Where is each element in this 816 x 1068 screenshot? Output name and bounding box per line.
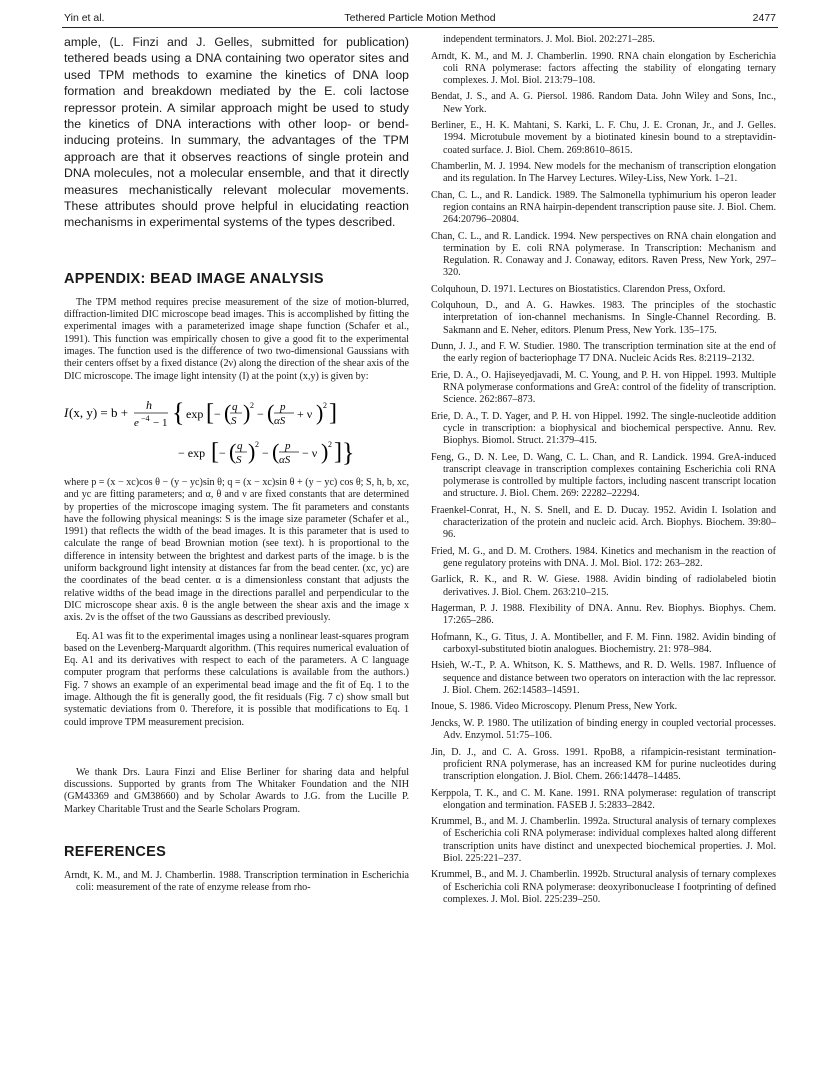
svg-text:): ): [243, 399, 251, 425]
reference-item: Krummel, B., and M. J. Chamberlin. 1992a. Structural analysis of ternary complexes of Escherichia coli RNA polymerase: individual complexes halted along different transcription units have distinct and unexpected biochemical properties. J. Mol. Biol. 225:221–237.: [431, 816, 776, 864]
running-header: [64, 12, 776, 26]
svg-text:): ): [248, 438, 256, 464]
intro-paragraph: ample, (L. Finzi and J. Gelles, submitted for publication) tethered beads using a DNA containing two operator sites and used TPM methods to examine the kinetics of DNA loop formation and breakdown mediated by the E. coli lactose repressor protein. A similar approach might be used to study the kinetics of DNA interactions with other loop- or bend-inducing proteins. In summary, the advantages of the TPM approach are that it observes reactions of single protein and DNA molecules, not a molecular ensemble, and that it directly measures mechanistically relevant molecular movements. These attributes should prove helpful in elucidating reaction mechanisms in experimental systems of the types described.: [64, 35, 409, 230]
svg-text:αS: αS: [279, 453, 291, 466]
svg-text:2: 2: [328, 439, 332, 449]
reference-item: Krummel, B., and M. J. Chamberlin. 1992b. Structural analysis of ternary complexes of Escherichia coli RNA polymerase: deoxyribonuclease I footprinting of defined complexes. J. Mol. Biol. 225:239–250.: [431, 869, 776, 905]
reference-item: Bendat, J. S., and A. G. Piersol. 1986. Random Data. John Wiley and Sons, Inc., New York.: [431, 91, 776, 115]
svg-text:e: e: [134, 416, 139, 429]
appendix-paragraph-1: The TPM method requires precise measurement of the size of motion-blurred, diffraction-limited DIC microscope bead images. This is accomplished by fitting the experimental images with a parameterized image shape function (Schafer et al., 1991). This function was empirically chosen to give a good fit to the experimental images. The function used is the difference of two two-dimensional Gaussians with their centers offset by a fixed distance (2ν) along the direction of the shear axis of the DIC microscope. The image light intensity (I) at the point (x,y) is given by:: [64, 296, 409, 382]
svg-text:−: −: [257, 406, 264, 421]
svg-text:S: S: [236, 453, 242, 466]
svg-text:−4: −4: [141, 413, 150, 423]
header-authors: Yin et al.: [64, 12, 105, 24]
reference-item: Jin, D. J., and C. A. Gross. 1991. RpoB8, a rifampicin-resistant termination-proficient RNA polymerase, has an increased KM for purine nucleotides during transcription elongation. J. Biol. Chem. 266:14478–14485.: [431, 746, 776, 782]
svg-text:}: }: [342, 437, 355, 467]
svg-text:−: −: [219, 445, 226, 460]
right-column: [431, 34, 776, 910]
references-heading: REFERENCES: [64, 844, 167, 861]
reference-item: Inoue, S. 1986. Video Microscopy. Plenum Press, New York.: [431, 701, 678, 713]
svg-text:q: q: [232, 400, 238, 413]
svg-text:h: h: [146, 397, 152, 412]
svg-text:]: ]: [329, 399, 337, 426]
reference-item: Garlick, R. K., and R. W. Giese. 1988. Avidin binding of radiolabeled biotin derivatives. J. Biol. Chem. 263:210–215.: [431, 574, 776, 598]
svg-text:[: [: [206, 399, 214, 426]
svg-text:]: ]: [334, 438, 342, 465]
svg-text:): ): [316, 399, 324, 425]
svg-text:2: 2: [250, 400, 254, 410]
svg-text:−: −: [214, 406, 221, 421]
equation-a1-graphic: [64, 391, 409, 469]
reference-item: Chan, C. L., and R. Landick. 1994. New perspectives on RNA chain elongation and termination by E. coli RNA polymerase. In Transcription: Mechanism and Regulation. R. Conaway and J. Conaway, editors. Raven Press, New York, 297–320.: [431, 230, 776, 279]
svg-text:S: S: [231, 414, 237, 427]
reference-item: Fried, M. G., and D. M. Crothers. 1984. Kinetics and mechanism in the reaction of gene regulatory proteins with DNA. J. Mol. Biol. 172: 263–282.: [431, 545, 776, 569]
svg-text:{: {: [172, 397, 185, 427]
svg-text:q: q: [237, 439, 243, 452]
svg-text:− ν: − ν: [302, 445, 318, 460]
svg-text:αS: αS: [274, 414, 286, 427]
appendix-paragraph-3: Eq. A1 was fit to the experimental images using a nonlinear least-squares program based on the Levenberg-Marquardt algorithm. (This requires numerical evaluation of Eq. A1 and its derivatives with respect to each of the parameters. A C language computer program that performs these calculations is available from the authors.) Fig. 7 shows an example of an experimental bead image and the fit of Eq. 1 to the image. Although the fit is generally good, the fit residuals (Fig. 7 c) show small but systematic deviations from 0. Therefore, it is possible that modifications to Eq. 1 could improve TPM measurement precision.: [64, 630, 409, 728]
reference-item: Erie, D. A., O. Hajiseyedjavadi, M. C. Young, and P. H. von Hippel. 1993. Multiple RNA polymerase conformations and GreA: control of the fidelity of transcription. Science. 262:867–873.: [431, 369, 776, 406]
reference-item: Hagerman, P. J. 1988. Flexibility of DNA. Annu. Rev. Biophys. Biophys. Chem. 17:265–286.: [431, 603, 776, 627]
reference-item: Chan, C. L., and R. Landick. 1989. The Salmonella typhimurium his operon leader region contains an RNA hairpin-dependent transcription pause site. J. Biol. Chem. 264:20796–20804.: [431, 189, 776, 226]
svg-text:exp: exp: [186, 406, 204, 421]
svg-text:(: (: [229, 438, 237, 464]
acknowledgments: We thank Drs. Laura Finzi and Elise Berliner for sharing data and helpful discussions. Supported by grants from The Whitaker Foundation and the NIH (GM43369 and GM38660) and by Scholar Awards to J.G. from the Lucille P. Markey Charitable Trust and the Searle Scholars Program.: [64, 766, 409, 815]
svg-text:− exp: − exp: [178, 445, 206, 460]
svg-text:(: (: [272, 438, 280, 464]
reference-item: Colquhoun, D., and A. G. Hawkes. 1983. The principles of the stochastic interpretation of ion-channel mechanisms. In Single-Channel Recording. B. Sakmann and E. Neher, editors. Plenum Press, New York. 135–175.: [431, 300, 776, 336]
reference-item: Arndt, K. M., and M. J. Chamberlin. 1988. Transcription termination in Escherichia coli: measurement of the rate of enzyme release from rho-: [64, 870, 409, 894]
reference-item: Jencks, W. P. 1980. The utilization of binding energy in coupled vectorial processes. Adv. Enzymol. 51:75–106.: [431, 717, 776, 742]
reference-item: Colquhoun, D. 1971. Lectures on Biostatistics. Clarendon Press, Oxford.: [431, 283, 726, 295]
svg-text:(x, y) = b +: (x, y) = b +: [69, 404, 129, 420]
appendix-heading: APPENDIX: BEAD IMAGE ANALYSIS: [64, 270, 324, 287]
header-rule: [62, 27, 778, 28]
svg-text:p: p: [285, 439, 291, 452]
equation-a1: [64, 391, 409, 469]
svg-text:−: −: [262, 445, 269, 460]
appendix-paragraph-2: where p = (x − xc)cos θ − (y − yc)sin θ; q = (x − xc)sin θ + (y − yc) cos θ; S, h, b, xc, and yc are fitting parameters; and α, θ and ν are fixed constants that are determined by properties of the microscope imaging system. The fit parameters and constants have the following physical meanings: S is the image size parameter (Schafer et al., 1991) that reflects the width of the bead images. It is this parameter that is used to calculate the range of bead Brownian motion (see text). h is proportional to the difference in intensity between the brightest and darkest parts of the image. b is the uniform background light intensity at distances far from the bead center. (xc, yc) are the coordinates of the bead center. α is a dimensionless constant that adjusts the relative widths of the bead image in the directions parallel and perpendicular to the DIC microscope shear axis. θ is the angle between the shear axis and the image x axis. 2ν is the offset of the two Gaussians as described previously.: [64, 476, 409, 624]
reference-item: Erie, D. A., T. D. Yager, and P. H. von Hippel. 1992. The single-nucleotide addition cycle in transcription: a biophysical and biochemical perspective. Annu. Rev. Biophys. Biomol. Struct. 21:379–415.: [431, 410, 776, 447]
page-number: 2477: [752, 12, 776, 24]
svg-text:(: (: [267, 399, 275, 425]
svg-text:I: I: [64, 404, 69, 420]
svg-text:− 1: − 1: [153, 416, 168, 429]
svg-text:2: 2: [255, 439, 259, 449]
svg-text:p: p: [280, 400, 286, 413]
svg-text:+ ν: + ν: [297, 406, 313, 421]
svg-text:(: (: [224, 399, 232, 425]
reference-item: Berliner, E., H. K. Mahtani, S. Karki, L. F. Chu, J. E. Cronan, Jr., and J. Gelles. 1994. Microtubule movement by a biotinated kinesin bound to a streptavidin-coated surface. J. Biol. Chem. 269:8610–8615.: [431, 120, 776, 156]
svg-text:[: [: [211, 438, 219, 465]
left-column: [64, 34, 409, 899]
svg-text:): ): [321, 438, 329, 464]
svg-text:2: 2: [323, 400, 327, 410]
reference-item: Hofmann, K., G. Titus, J. A. Montibeller, and F. M. Finn. 1982. Avidin binding of carboxyl-substituted biotin analogues. Biochemistry. 21: 978–984.: [431, 631, 776, 655]
reference-item: Arndt, K. M., and M. J. Chamberlin. 1990. RNA chain elongation by Escherichia coli RNA polymerase: factors affecting the stability of elongating ternary complexes. J. Mol. Biol. 213:79–108.: [431, 50, 776, 86]
reference-item: Fraenkel-Conrat, H., N. S. Snell, and E. D. Ducay. 1952. Avidin I. Isolation and characterization of the protein and nucleic acid. Arch. Biophys. Biochem. 39:80–96.: [431, 504, 776, 541]
reference-item: Dunn, J. J., and F. W. Studier. 1980. The transcription termination site at the end of the early region of bacteriophage T7 DNA. Nucleic Acids Res. 8:2119–2132.: [431, 341, 776, 365]
reference-item: Feng, G., D. N. Lee, D. Wang, C. L. Chan, and R. Landick. 1994. GreA-induced transcript cleavage in transcription complexes containing Escherichia coli RNA polymerase is controlled by multiple factors, including nascent transcript location and structure. J. Biol. Chem. 269: 22282–22294.: [431, 451, 776, 500]
reference-item: independent terminators. J. Mol. Biol. 202:271–285.: [443, 34, 655, 45]
reference-item: Kerppola, T. K., and C. M. Kane. 1991. RNA polymerase: regulation of transcript elongation and termination. FASEB J. 5:2833–2842.: [431, 787, 776, 811]
header-title: Tethered Particle Motion Method: [344, 12, 496, 24]
reference-item: Chamberlin, M. J. 1994. New models for the mechanism of transcription elongation and its regulation. In The Harvey Lectures. Wiley-Liss, New York. 1–21.: [431, 161, 776, 185]
reference-item: Hsieh, W.-T., P. A. Whitson, K. S. Matthews, and R. D. Wells. 1987. Influence of sequence and distance between two operators on interaction with the lac repressor. J. Biol. Chem. 262:14583–14591.: [431, 660, 776, 696]
